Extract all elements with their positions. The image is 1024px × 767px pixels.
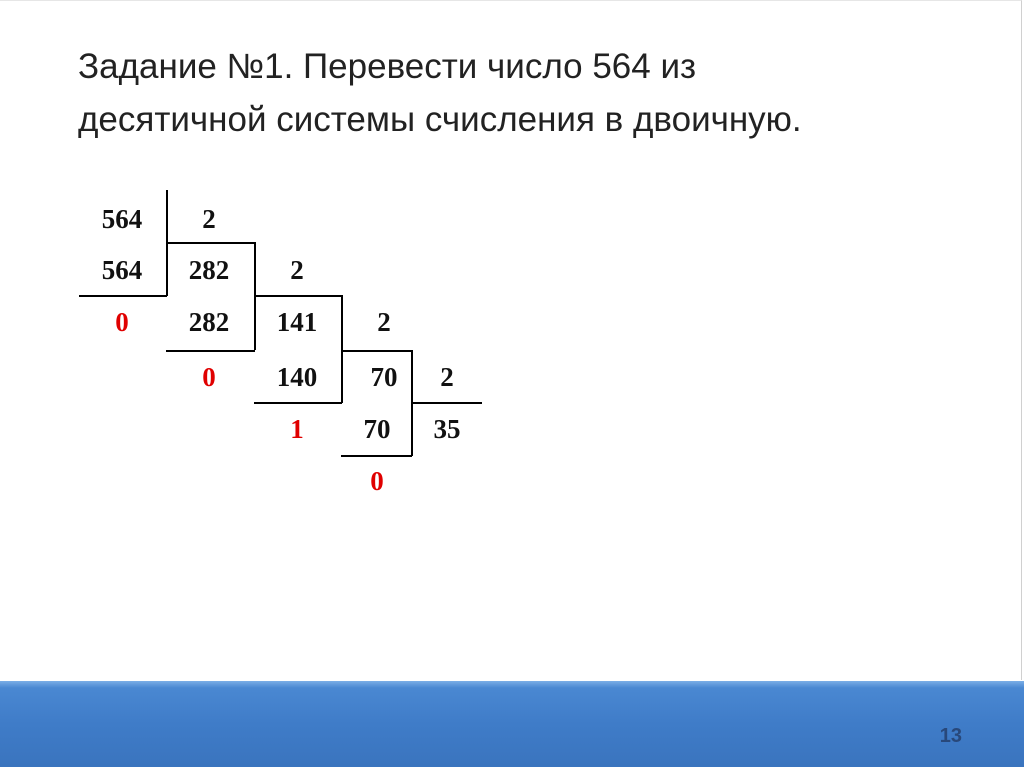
division-line: [254, 402, 342, 404]
division-line: [79, 295, 167, 297]
division-line: [341, 295, 343, 403]
title-line-1: Задание №1. Перевести число 564 из: [78, 47, 697, 86]
division-line: [166, 350, 255, 352]
division-divisor: 2: [290, 255, 304, 285]
division-line: [341, 350, 411, 352]
title-line-2: десятичной системы счисления в двоичную.: [78, 100, 802, 139]
division-quotient: 70: [370, 362, 398, 392]
division-line: [341, 455, 412, 457]
division-product: 70: [363, 414, 391, 444]
division-line: [411, 402, 482, 404]
division-remainder: 1: [290, 414, 304, 444]
division-product: 564: [101, 255, 143, 285]
footer-bar: [0, 681, 1024, 767]
division-remainder: 0: [115, 307, 129, 337]
division-line: [166, 242, 255, 244]
division-quotient: 35: [433, 414, 461, 444]
division-product: 140: [276, 362, 318, 392]
division-product: 282: [188, 307, 230, 337]
division-divisor: 2: [202, 204, 216, 234]
division-dividend: 564: [101, 204, 143, 234]
division-remainder: 0: [202, 362, 216, 392]
division-quotient: 282: [188, 255, 230, 285]
division-line: [254, 295, 342, 297]
division-divisor: 2: [440, 362, 454, 392]
division-divisor: 2: [377, 307, 391, 337]
division-remainder: 0: [370, 466, 384, 496]
page-number: 13: [939, 725, 962, 747]
division-quotient: 141: [276, 307, 318, 337]
